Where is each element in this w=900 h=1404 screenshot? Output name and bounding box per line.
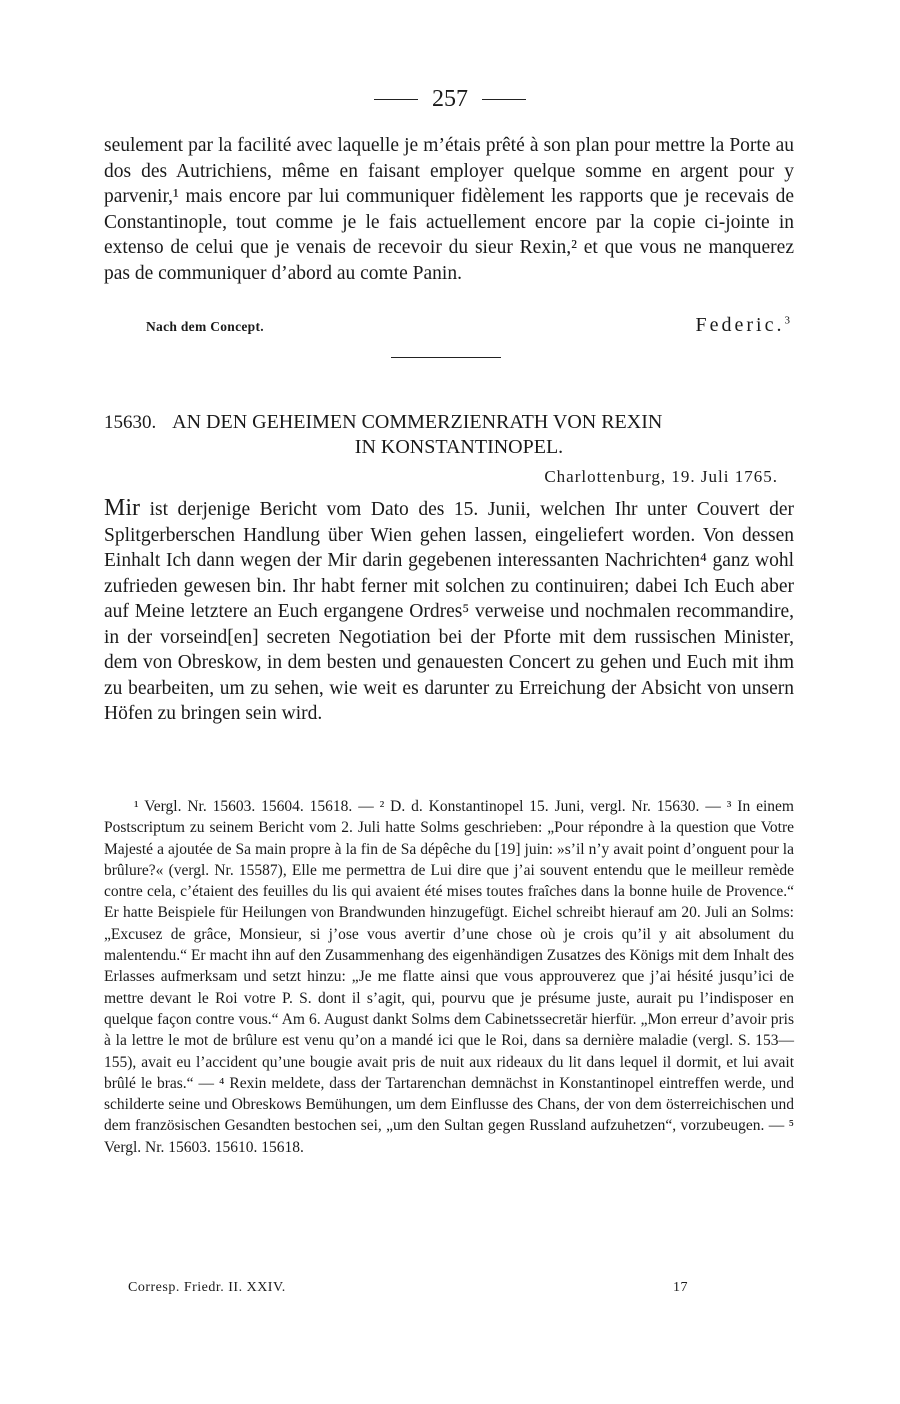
document-first-word: Mir	[104, 495, 140, 521]
source-note: Nach dem Concept.	[146, 319, 264, 334]
signature-mark: 17	[673, 1280, 688, 1295]
header-dash-right	[482, 99, 526, 100]
page-number: 257	[432, 86, 468, 112]
footer-source: Corresp. Friedr. II. XXIV.	[128, 1280, 286, 1295]
signature-footnote-marker: 3	[784, 314, 790, 327]
document-heading-line2: IN KONSTANTINOPEL.	[354, 436, 564, 458]
letter-continuation: seulement par la facilité avec laquelle je m’étais prêté à son plan pour mettre la Porte au dos des Autrichiens, même en faisant employer quelque somme en argent pour y parvenir,¹ mais encore par lui communiquer fidèlement les rapports que je recevais de Constantinople, tout comme je le fais actuellement encore par la copie ci-jointe in extenso de celui que je venais de recevoir du sieur Rexin,² et que vous ne manquerez pas de communiquer d’abord au comte Panin.	[104, 135, 794, 284]
footnotes	[104, 796, 794, 1158]
page-header	[0, 86, 900, 113]
signature-name: Federic.	[695, 314, 785, 336]
dateline: Charlottenburg, 19. Juli 1765.	[544, 467, 778, 486]
document-heading	[104, 410, 794, 460]
signature	[696, 314, 790, 337]
document-heading-line1: AN DEN GEHEIMEN COMMERZIENRATH VON REXIN	[172, 411, 663, 433]
section-divider	[391, 357, 501, 358]
document-number: 15630.	[104, 412, 157, 433]
page-footer	[128, 1280, 688, 1296]
document-paragraph: ist derjenige Bericht vom Dato des 15. Junii, welchen Ihr unter Couvert der Splitgerberschen Handlung über Wien gehen lassen, eingeliefert worden. Von dessen Einhalt Ich dann wegen der Mir darin gegebenen interessanten Nachrichten⁴ ganz wohl zufrieden gewesen bin. Ihr habt ferner mit solchen zu continuiren; dabei Ich Euch aber auf Meine letztere an Euch ergangene Ordres⁵ verweise und nochmalen recommandire, in der vorseind[en] secreten Negotiation bei der Pforte mit dem russischen Minister, dem von Obreskow, in dem besten und genauesten Concert zu gehen und Euch mit ihm zu bearbeiten, um zu sehen, wie weit es darunter zu Erreichung der Absicht von unsern Höfen zu bringen sein wird.	[104, 499, 794, 724]
document-body	[104, 496, 794, 727]
header-dash-left	[374, 99, 418, 100]
letter-closing	[146, 314, 790, 337]
footnote-text: ¹ Vergl. Nr. 15603. 15604. 15618. — ² D. d. Konstantinopel 15. Juni, vergl. Nr. 15630. — ³ In einem Postscriptum zu seinem Bericht vom 2. Juli hatte Solms geschrieben: „Pour répondre à la question que Votre Majesté a ajoutée de Sa main propre à la fin de Sa dépêche du [19] juin: »s’il n’y avait point d’onguent pour la brûlure?« (vergl. Nr. 15587), Elle me permettra de Lui dire que j’ai souvent entendu que le meilleur remède contre cela, c’étaient des feuilles du lis qui avaient été mises toutes fraîches dans la bonne huile de Provence.“ Er hatte Beispiele für Heilungen von Brandwunden hinzugefügt. Eichel schreibt hierauf am 20. Juli an Solms: „Excusez de grâce, Monsieur, si j’ose vous avertir d’une chose où je crois qu’il y ait absolument du malentendu.“ Er macht ihn auf den Zusammenhang des eigenhändigen Zusatzes des Königs mit dem Inhalt des Erlasses aufmerksam und setzt hinzu: „Je me flatte ainsi que vous approuverez que j’ai hésité jusqu’ici de mettre devant le Roi votre P. S. dont il s’agit, qui, pourvu que je présume juste, aurait pu l’indisposer en quelque façon contre vous.“ Am 6. August dankt Solms dem Cabinetssecretär hierfür. „Mon erreur d’avoir pris à la lettre le mot de brûlure est venu qu’on a mandé ici que le Roi, dans sa dernière maladie (vergl. S. 153—155), avait eu l’accident qu’une bougie avait pris de nuit aux rideaux du lit dans lequel il dormit, et lui avait brûlé le bras.“ — ⁴ Rexin meldete, dass der Tartarenchan demnächst in Konstantinopel eintreffen werde, und schilderte seine und Obreskows Bemühungen, um dem Einflusse des Chans, der von dem österreichischen und dem französischen Gesandten bestochen sei, „um den Sultan gegen Russland aufzuhetzen“, vorzubeugen. — ⁵ Vergl. Nr. 15603. 15610. 15618.	[104, 798, 794, 1156]
